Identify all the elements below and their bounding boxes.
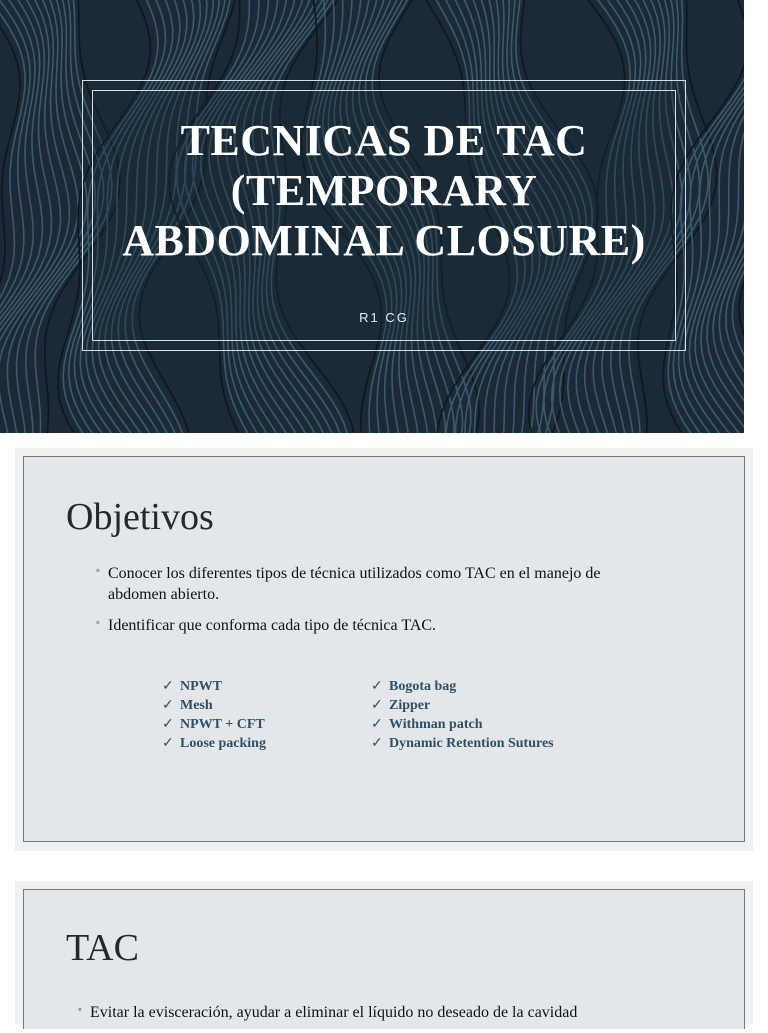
tac-heading: TAC (66, 927, 139, 969)
objectives-list (96, 563, 656, 646)
technique-item (371, 715, 554, 734)
technique-item (371, 696, 554, 715)
slide-title (92, 116, 676, 266)
slide-edge (744, 0, 768, 433)
techniques-list-right (371, 677, 554, 753)
list-item (96, 615, 656, 636)
objectives-heading: Objetivos (66, 496, 214, 538)
technique-label: Mesh (180, 698, 213, 713)
tac-list (78, 1002, 738, 1033)
technique-item (162, 734, 266, 753)
technique-label: Withman patch (389, 717, 483, 732)
title-line: (TEMPORARY (230, 166, 538, 215)
objectives-slide (23, 456, 745, 842)
checkmark-icon: ✓ (162, 736, 174, 751)
technique-label: Loose packing (180, 736, 266, 751)
technique-item (162, 715, 266, 734)
checkmark-icon: ✓ (371, 698, 383, 713)
checkmark-icon: ✓ (162, 698, 174, 713)
bullet-text: Conocer los diferentes tipos de técnica utilizados como TAC en el manejo de abdomen abierto. (108, 565, 601, 603)
title-line: ABDOMINAL CLOSURE) (122, 216, 646, 265)
title-slide (0, 0, 768, 433)
bullet-icon: ◦ (96, 565, 100, 577)
bullet-text: Evitar la evisceración, ayudar a eliminar el líquido no deseado de la cavidad (90, 1004, 578, 1021)
technique-item (162, 696, 266, 715)
title-line: TECNICAS DE TAC (180, 116, 588, 165)
checkmark-icon: ✓ (162, 679, 174, 694)
technique-label: NPWT (180, 679, 222, 694)
technique-item (162, 677, 266, 696)
bullet-icon: ◦ (96, 617, 100, 629)
bullet-icon: ◦ (78, 1004, 82, 1016)
technique-label: NPWT + CFT (180, 717, 265, 732)
slide-subtitle: R1 CG (359, 310, 409, 325)
technique-label: Bogota bag (389, 679, 457, 694)
checkmark-icon: ✓ (371, 679, 383, 694)
checkmark-icon: ✓ (371, 717, 383, 732)
list-item (96, 563, 656, 605)
bullet-text: Identificar que conforma cada tipo de técnica TAC. (108, 617, 437, 634)
technique-label: Dynamic Retention Sutures (389, 736, 554, 751)
techniques-list-left (162, 677, 266, 753)
checkmark-icon: ✓ (162, 717, 174, 732)
technique-label: Zipper (389, 698, 431, 713)
checkmark-icon: ✓ (371, 736, 383, 751)
technique-item (371, 677, 554, 696)
tac-slide (23, 889, 745, 1029)
technique-item (371, 734, 554, 753)
list-item (78, 1002, 738, 1023)
